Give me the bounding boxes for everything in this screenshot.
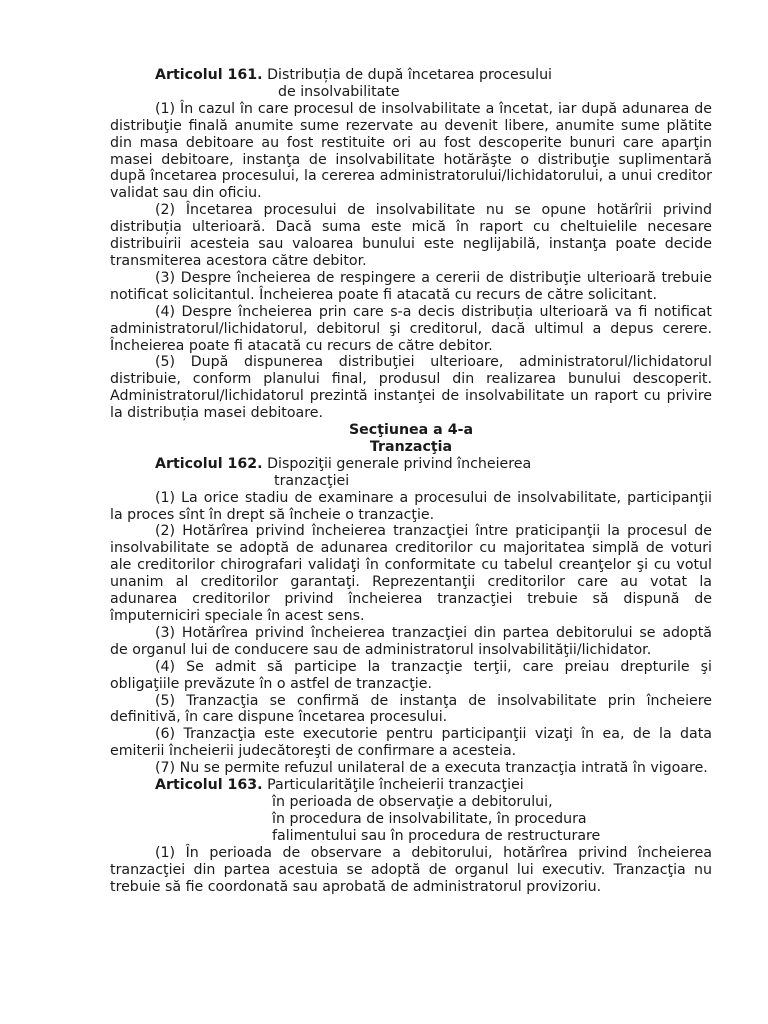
article-163-title-line-3: în procedura de insolvabilitate, în procedura [272, 810, 587, 827]
article-161-paragraph-2: (2) Încetarea procesului de insolvabilitate nu se opune hotărîrii privind distribuția ulterioară. Dacă suma este mică în raport cu cheltuielile necesare distribuirii acesteia sau valoarea bunului este neglijabilă, instanţa poate decide transmiterea acestora către debitor. [110, 202, 712, 269]
article-162-paragraph-3: (3) Hotărîrea privind încheierea tranzacţiei din partea debitorului se adoptă de organul lui de conducere sau de administratorul insolvabilităţii/lichidator. [110, 624, 712, 658]
section-title: Tranzacţia [369, 438, 453, 455]
article-161-title-line-1: Distribuția de după încetarea procesului [267, 67, 552, 83]
article-163-paragraph-1: (1) În perioada de observare a debitorului, hotărîrea privind încheierea tranzacţiei din partea acestuia se adoptă de organul lui executiv. Tranzacţia nu trebuie să fie coordonată sau aprobată de administratorul provizoriu. [110, 844, 712, 895]
article-162-paragraph-5: (5) Tranzacţia se confirmă de instanţa de insolvabilitate prin încheiere definitivă, în care dispune încetarea procesului. [110, 692, 712, 726]
article-163-title-line-4: falimentului sau în procedura de restructurare [272, 827, 601, 844]
article-162-heading [110, 456, 712, 490]
article-163-title-line-1: Particularităţile încheierii tranzacţiei [267, 777, 524, 794]
article-161-title-line-2: de insolvabilitate [278, 83, 400, 100]
article-163-heading [110, 777, 712, 845]
article-162-paragraph-7: (7) Nu se permite refuzul unilateral de a executa tranzacţia intrată în vigoare. [155, 760, 708, 777]
article-162-title-line-1: Dispoziţii generale privind încheierea [267, 455, 532, 472]
article-162-paragraph-4: (4) Se admit să participe la tranzacţie terţii, care preiau drepturile şi obligaţiile prevăzute în o astfel de tranzacţie. [110, 658, 712, 692]
article-161-paragraph-3: (3) Despre încheierea de respingere a cererii de distribuţie ulterioară trebuie notificat solicitantul. Încheierea poate fi atacată cu recurs de către solicitant. [110, 269, 712, 303]
article-161-heading [110, 67, 712, 101]
article-162-paragraph-1: (1) La orice stadiu de examinare a procesului de insolvabilitate, participanţii la proces sînt în drept să încheie o tranzacţie. [110, 489, 712, 523]
article-162-number: Articolul 162. [155, 455, 263, 472]
article-163-number: Articolul 163. [155, 777, 263, 794]
article-161-number: Articolul 161. [155, 67, 263, 83]
article-162-paragraph-6: (6) Tranzacţia este executorie pentru participanţii vizaţi în ea, de la data emiterii încheierii judecătoreşti de confirmare a acesteia. [110, 726, 712, 760]
document-page [110, 67, 712, 895]
section-heading: Secţiunea a 4-a [348, 422, 474, 439]
article-161-paragraph-5: (5) După dispunerea distribuţiei ulterioare, administratorul/lichidatorul distribuie, conform planului final, produsul din realizarea bunului descoperit. Administratorul/lichidatorul prezintă instanţei de insolvabilitate un raport cu privire la distribuția masei debitoare. [110, 354, 712, 422]
article-161-paragraph-1: (1) În cazul în care procesul de insolvabilitate a încetat, iar după adunarea de distribuţie finală anumite sume rezervate au devenit libere, anumite sume plătite din masa debitoare au fost restituite ori au fost descoperite bunuri care aparţin masei debitoare, instanţa de insolvabilitate hotărăşte o distribuţie suplimentară după încetarea procesului, la cererea administratorului/lichidatorului, a unui creditor validat sau din oficiu. [110, 100, 712, 202]
article-161-paragraph-4: (4) Despre încheierea prin care s-a decis distribuția ulterioară va fi notificat administratorul/lichidatorul, debitorul şi creditorul, dacă ultimul a depus cerere. Încheierea poate fi atacată cu recurs de către debitor. [110, 303, 712, 354]
article-163-title-line-2: în perioada de observaţie a debitorului, [272, 793, 553, 810]
article-162-paragraph-2: (2) Hotărîrea privind încheierea tranzacţiei între praticipanţii la procesul de insolvabilitate se adoptă de adunarea creditorilor cu majoritatea simplă de voturi ale creditorilor chirografari validaţi în conformitate cu tabelul creanţelor şi cu votul unanim al creditorilor garantaţi. Reprezentanţii creditorilor care au votat la adunarea creditorilor privind încheierea tranzacţiei trebuie să dispună de împuterniciri speciale în acest sens. [110, 523, 712, 624]
article-162-title-line-2: tranzacţiei [274, 472, 350, 489]
